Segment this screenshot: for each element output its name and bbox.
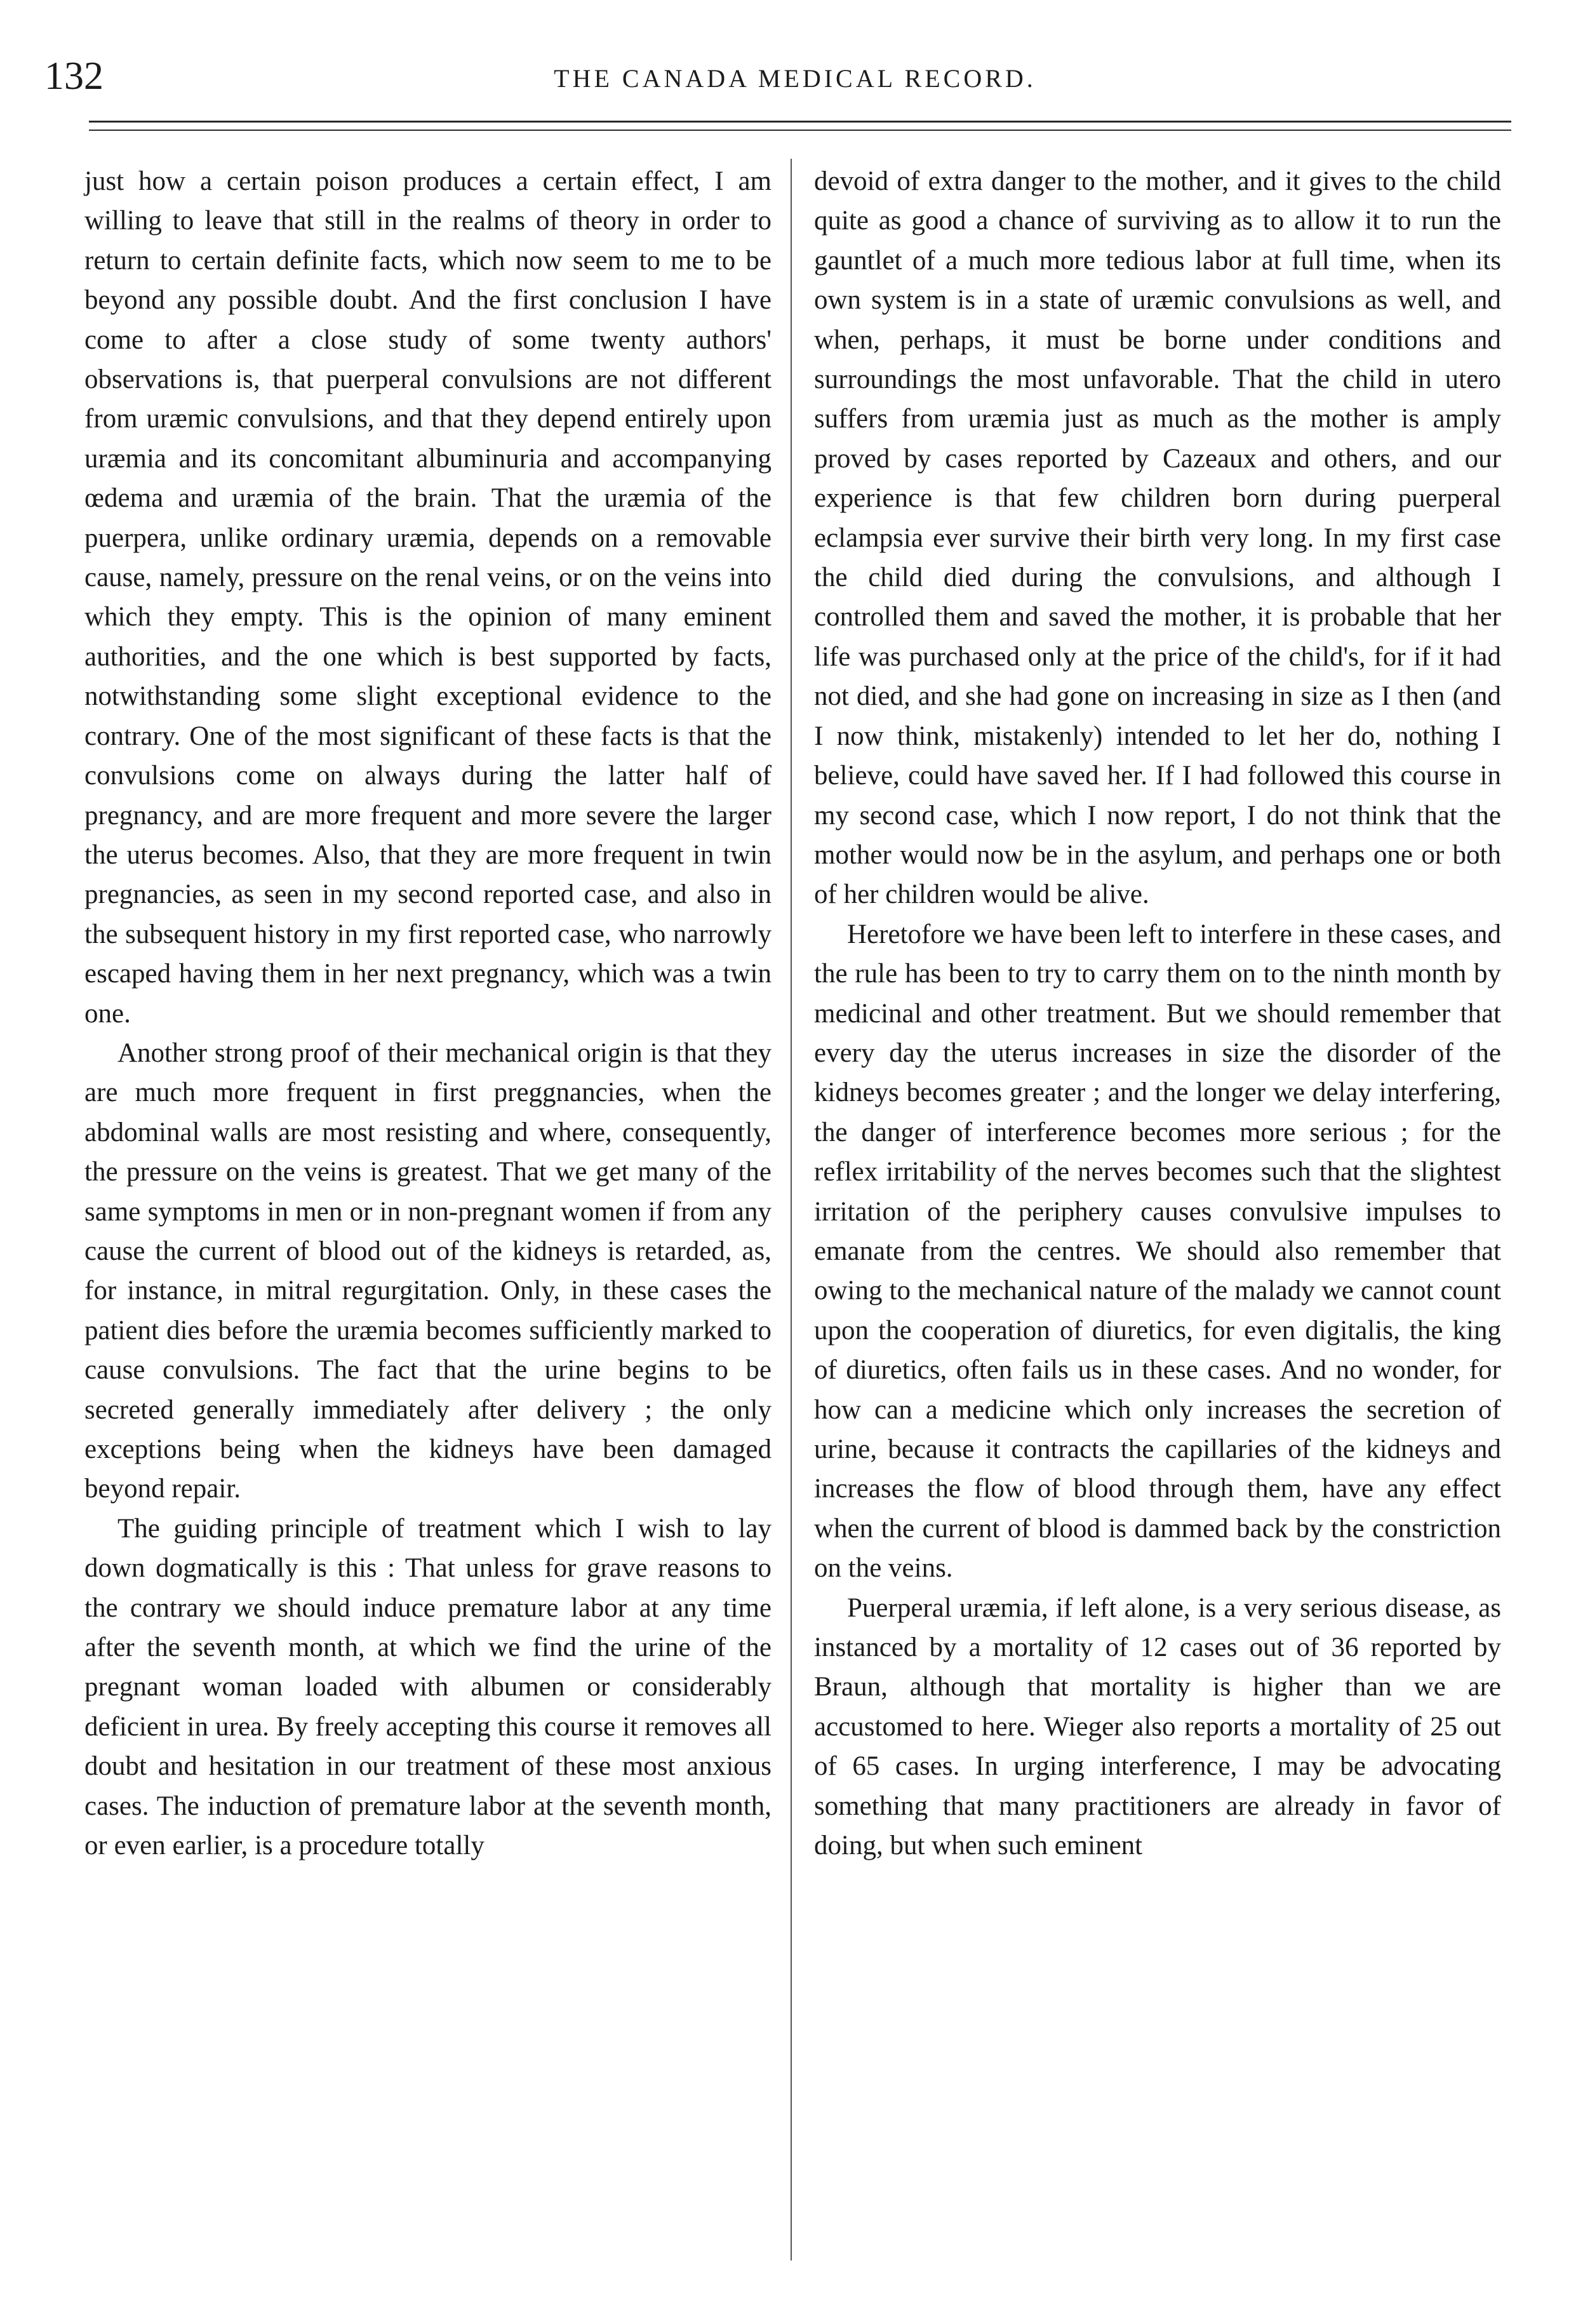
right-column — [814, 162, 1501, 1866]
header-rule-top — [89, 121, 1511, 123]
right-paragraph-3: Puerperal uræmia, if left alone, is a very serious disease, as instanced by a mortality of 12 cases out of 36 reported by Braun, although that mortality is higher than we are accustomed to here. Wieger also reports a mortality of 25 out of 65 cases. In urging interference, I may be advocating something that many practitioners are already in favor of doing, but when such eminent — [814, 1593, 1501, 1861]
right-paragraph-2: Heretofore we have been left to interfere in these cases, and the rule has been to try to carry them on to the ninth month by medicinal and other treatment. But we should remember that every day the uterus increases in size the disorder of the kidneys becomes greater ; and the longer we delay interfering, the danger of interference becomes more serious ; for the reflex irritability of the nerves becomes such that the slightest irritation of the periphery causes convulsive impulses to emanate from the centres. We should also remember that owing to the mechanical nature of the malady we cannot count upon the cooperation of diuretics, for even digitalis, the king of diuretics, often fails us in these cases. And no wonder, for how can a medicine which only increases the secretion of urine, because it contracts the capillaries of the kidneys and increases the flow of blood through them, have any effect when the current of blood is dammed back by the constriction on the veins. — [814, 919, 1501, 1584]
left-paragraph-1: just how a certain poison produces a certain effect, I am willing to leave that still in the realms of theory in order to return to certain definite facts, which now seem to me to be beyond any possible doubt. And the first conclusion I have come to after a close study of some twenty authors' observations is, that puerperal convulsions are not different from uræmic convulsions, and that they depend entirely upon uræmia and its concomitant albuminuria and accompanying œdema and uræmia of the brain. That the uræmia of the puerpera, unlike ordinary uræmia, depends on a removable cause, namely, pressure on the renal veins, or on the veins into which they empty. This is the opinion of many eminent authorities, and the one which is best supported by facts, notwithstanding some slight exceptional evidence to the contrary. One of the most significant of these facts is that the convulsions come on always during the latter half of pregnancy, and are more frequent and more severe the larger the uterus becomes. Also, that they are more frequent in twin pregnancies, as seen in my second reported case, and also in the subsequent history in my first reported case, who narrowly escaped having them in her next pregnancy, which was a twin one. — [84, 166, 772, 1029]
left-paragraph-3: The guiding principle of treatment which I wish to lay down dogmatically is this : That unless for grave reasons to the contrary we should induce premature labor at any time after the seventh month, at which we find the urine of the pregnant woman loaded with albumen or considerably deficient in urea. By freely accepting this course it removes all doubt and hesitation in our treatment of these most anxious cases. The induction of premature labor at the seventh month, or even earlier, is a procedure totally — [84, 1513, 772, 1861]
left-column — [84, 162, 772, 1866]
header-rule-bottom — [89, 130, 1511, 131]
column-divider — [791, 159, 792, 2261]
running-head: THE CANADA MEDICAL RECORD. — [554, 64, 1036, 93]
right-paragraph-1: devoid of extra danger to the mother, and it gives to the child quite as good a chance of surviving as to allow it to run the gauntlet of a much more tedious labor at full time, when its own system is in a state of uræmic convulsions as well, and when, perhaps, it must be borne under conditions and surroundings the most unfavorable. That the child in utero suffers from uræmia just as much as the mother is amply proved by cases reported by Cazeaux and others, and our experience is that few children born during puerperal eclampsia ever survive their birth very long. In my first case the child died during the convulsions, and although I controlled them and saved the mother, it is probable that her life was purchased only at the price of the child's, for if it had not died, and she had gone on increasing in size as I then (and I now think, mistakenly) intended to let her do, nothing I believe, could have saved her. If I had followed this course in my second case, which I now report, I do not think that the mother would now be in the asylum, and perhaps one or both of her children would be alive. — [814, 166, 1501, 910]
page-number: 132 — [44, 55, 104, 98]
left-paragraph-2: Another strong proof of their mechanical origin is that they are much more frequent in first preggnancies, when the abdominal walls are most resisting and where, consequently, the pressure on the veins is greatest. That we get many of the same symptoms in men or in non-pregnant women if from any cause the current of blood out of the kidneys is retarded, as, for instance, in mitral regurgitation. Only, in these cases the patient dies before the uræmia becomes sufficiently marked to cause convulsions. The fact that the urine begins to be secreted generally immediately after delivery ; the only exceptions being when the kidneys have been damaged beyond repair. — [84, 1038, 772, 1504]
